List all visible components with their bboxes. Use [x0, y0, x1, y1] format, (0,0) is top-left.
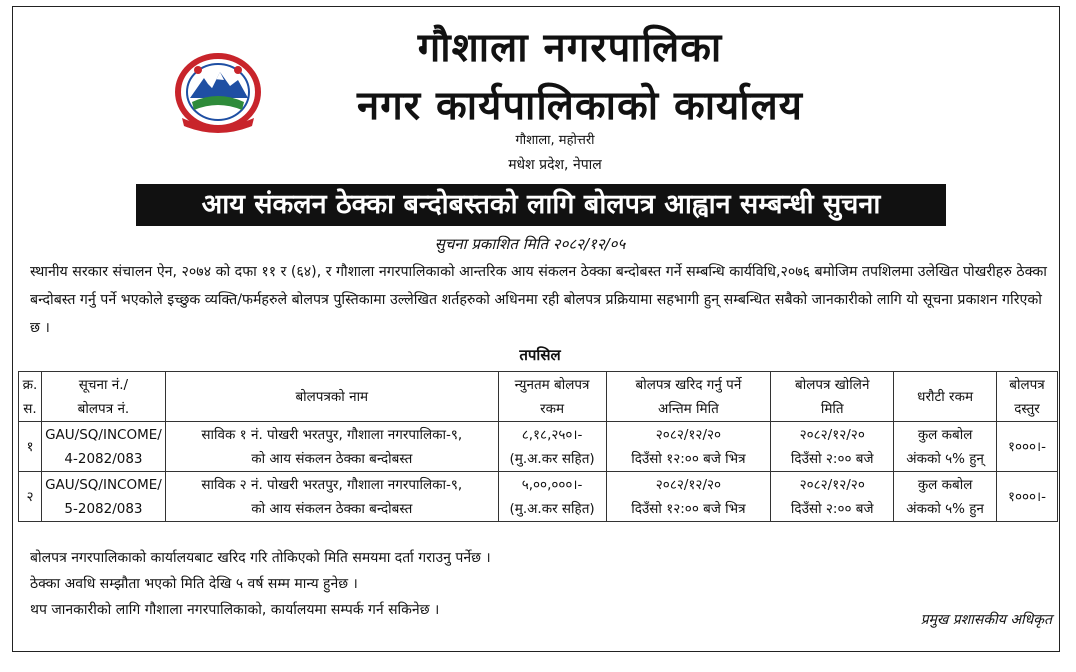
- row-purchase-deadline: २०८२/१२/२० दिउँसो १२:०० बजे भित्र: [606, 422, 771, 472]
- row-min-amount: ८,१८,२५०।- (मु.अ.कर सहित): [498, 422, 606, 472]
- note-item: बोलपत्र नगरपालिकाको कार्यालयबाट खरिद गरि तोकिएको मिति समयमा दर्ता गराउनु पर्नेछ ।: [30, 550, 491, 566]
- row-fee: १०००।-: [997, 422, 1058, 472]
- row-min-amount: ५,००,०००।- (मु.अ.कर सहित): [498, 472, 606, 522]
- header-notice-no: सूचना नं./ बोलपत्र नं.: [41, 372, 165, 422]
- row-fee: १०००।-: [997, 472, 1058, 522]
- table-heading: तपसिल: [519, 346, 561, 364]
- row-deposit: कुल कबोल अंकको ५% हुन्: [894, 422, 997, 472]
- row-purchase-deadline: २०८२/१२/२० दिउँसो १२:०० बजे भित्र: [606, 472, 771, 522]
- row-deposit: कुल कबोल अंकको ५% हुन: [894, 472, 997, 522]
- signoff-title: प्रमुख प्रशासकीय अधिकृत: [920, 612, 1052, 628]
- table-header-row: [19, 372, 1058, 422]
- notice-body-paragraph: स्थानीय सरकार संचालन ऐन, २०७४ को दफा ११ र (६४), र गौशाला नगरपालिकाको आन्तरिक आय संकलन ठेक्का बन्दोबस्त गर्ने सम्बन्धि कार्यविधि,२०७६ बमोजिम तपशिलमा उलेखित पोखरीहरु ठेक्का बन्दोबस्त गर्नु पर्ने भएकोले इच्छुक व्यक्ति/फर्महरुले बोलपत्र पुस्तिकामा उल्लेखित शर्तहरुको अधिनमा रही बोलपत्र प्रक्रियामा सहभागी हुन् सम्बन्धित सबैको जानकारीको लागि यो सूचना प्रकाशन गरिएको छ ।: [30, 264, 1047, 336]
- row-sn: १: [19, 422, 42, 472]
- note-item: थप जानकारीको लागि गौशाला नगरपालिकाको, कार्यालयमा सम्पर्क गर्न सकिनेछ ।: [30, 602, 440, 618]
- header-tender-name: बोलपत्रको नाम: [165, 372, 498, 422]
- header-opening-date: बोलपत्र खोलिने मिति: [771, 372, 894, 422]
- address-line-2: मधेश प्रदेश, नेपाल: [508, 157, 602, 173]
- row-opening-date: २०८२/१२/२० दिउँसो २:०० बजे: [771, 472, 894, 522]
- row-opening-date: २०८२/१२/२० दिउँसो २:०० बजे: [771, 422, 894, 472]
- row-tender-name: साविक १ नं. पोखरी भरतपुर, गौशाला नगरपालिका-९, को आय संकलन ठेक्का बन्दोबस्त: [165, 422, 498, 472]
- table-row: [19, 472, 1058, 522]
- office-name: नगर कार्यपालिकाको कार्यालय: [357, 83, 803, 129]
- header-fee: बोलपत्र दस्तुर: [997, 372, 1058, 422]
- header-purchase-deadline: बोलपत्र खरिद गर्नु पर्ने अन्तिम मिति: [606, 372, 771, 422]
- tender-table: [18, 371, 1058, 522]
- publish-date: सुचना प्रकाशित मिति २०८२/१२/०५: [434, 235, 626, 253]
- header-min-amount: न्युनतम बोलपत्र रकम: [498, 372, 606, 422]
- address-line-1: गौशाला, महोत्तरी: [515, 133, 595, 148]
- header-sn: क्र. स.: [19, 372, 42, 422]
- header-deposit: धरौटी रकम: [894, 372, 997, 422]
- row-notice-no: GAU/SQ/INCOME/ 4-2082/083: [41, 422, 165, 472]
- notice-title-banner: आय संकलन ठेक्का बन्दोबस्तको लागि बोलपत्र आह्वान सम्बन्धी सुचना: [136, 184, 946, 226]
- row-notice-no: GAU/SQ/INCOME/ 5-2082/083: [41, 472, 165, 522]
- table-row: [19, 422, 1058, 472]
- municipality-name: गौशाला नगरपालिका: [417, 25, 723, 71]
- note-item: ठेक्का अवधि सम्झौता भएको मिति देखि ५ वर्ष सम्म मान्य हुनेछ ।: [30, 576, 358, 592]
- row-tender-name: साविक २ नं. पोखरी भरतपुर, गौशाला नगरपालिका-९, को आय संकलन ठेक्का बन्दोबस्त: [165, 472, 498, 522]
- row-sn: २: [19, 472, 42, 522]
